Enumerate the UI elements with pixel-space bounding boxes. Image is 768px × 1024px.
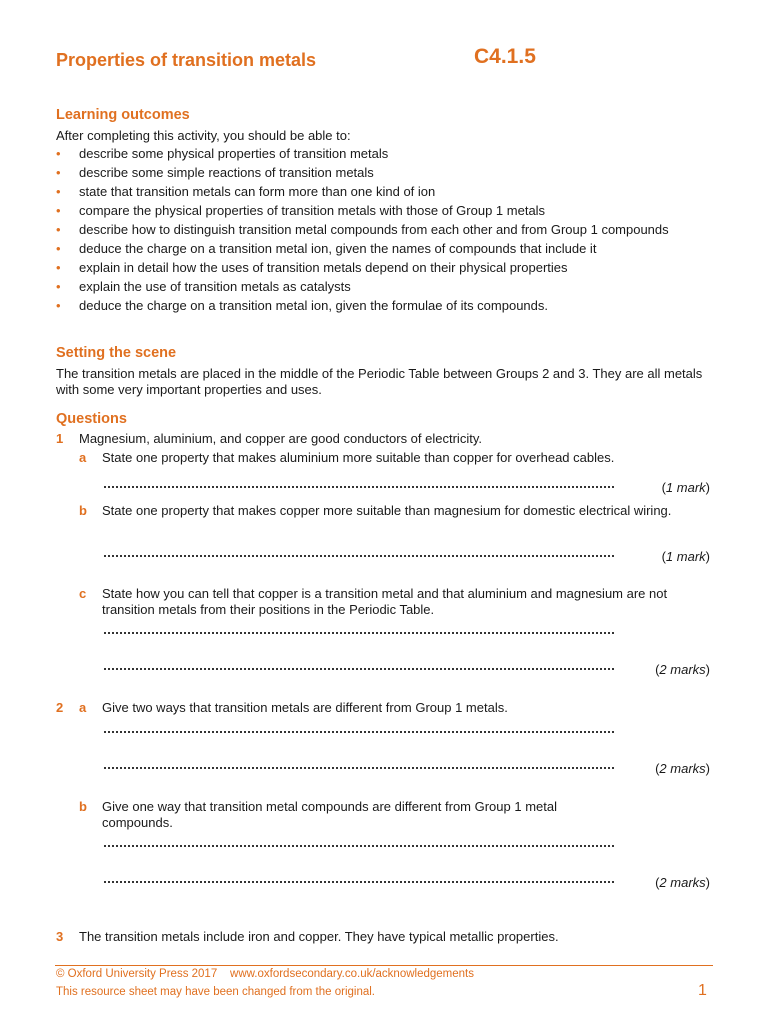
setting-scene-heading: Setting the scene <box>56 345 177 361</box>
question-number: 1 <box>56 431 64 446</box>
subquestion-label: b <box>79 799 87 814</box>
list-item <box>56 279 706 295</box>
answer-line[interactable] <box>104 486 614 488</box>
subquestion-text: State one property that makes aluminium more suitable than copper for overhead cables. <box>102 450 615 465</box>
subquestion-label: a <box>79 700 87 715</box>
answer-line[interactable] <box>104 731 614 733</box>
marks-label: (2 marks) <box>655 875 710 890</box>
bullet-icon: • <box>56 260 61 275</box>
answer-line[interactable] <box>104 767 614 769</box>
outcome-text: describe how to distinguish transition metal compounds from each other and from Group 1 compounds <box>79 222 669 237</box>
subquestion-label: c <box>79 586 87 601</box>
bullet-icon: • <box>56 279 61 294</box>
outcome-text: state that transition metals can form more than one kind of ion <box>79 184 436 199</box>
subquestion-text: State one property that makes copper more suitable than magnesium for domestic electrical wiring. <box>102 503 672 518</box>
footer-divider <box>55 965 713 966</box>
answer-line[interactable] <box>104 845 614 847</box>
acknowledgements-link[interactable]: www.oxfordsecondary.co.uk/acknowledgements <box>230 968 474 980</box>
bullet-icon: • <box>56 241 61 256</box>
outcome-text: explain in detail how the uses of transition metals depend on their physical properties <box>79 260 568 275</box>
question-text: The transition metals include iron and copper. They have typical metallic properties. <box>79 929 559 944</box>
answer-line[interactable] <box>104 881 614 883</box>
list-item <box>56 146 706 162</box>
list-item <box>56 241 706 257</box>
bullet-icon: • <box>56 203 61 218</box>
learning-outcomes-list <box>56 146 706 317</box>
marks-label: (1 mark) <box>661 480 710 495</box>
subquestion-label: b <box>79 503 87 518</box>
marks-label: (2 marks) <box>655 662 710 677</box>
bullet-icon: • <box>56 165 61 180</box>
marks-label: (2 marks) <box>655 761 710 776</box>
bullet-icon: • <box>56 184 61 199</box>
outcome-text: compare the physical properties of transition metals with those of Group 1 metals <box>79 203 546 218</box>
footer-note: This resource sheet may have been changed from the original. <box>56 986 375 998</box>
answer-line[interactable] <box>104 668 614 670</box>
question-number: 2 <box>56 700 64 715</box>
list-item <box>56 260 706 276</box>
list-item <box>56 203 706 219</box>
question-number: 3 <box>56 929 64 944</box>
list-item <box>56 222 706 238</box>
marks-label: (1 mark) <box>661 549 710 564</box>
page-title: Properties of transition metals <box>56 50 317 70</box>
subquestion-text: State how you can tell that copper is a transition metal and that aluminium and magnesium are not transition metals from their positions in the Periodic Table. <box>102 586 668 617</box>
page-number: 1 <box>698 982 707 999</box>
answer-line[interactable] <box>104 555 614 557</box>
setting-scene-text: The transition metals are placed in the middle of the Periodic Table between Groups 2 and 3. They are all metals with some very important properties and uses. <box>56 366 703 397</box>
list-item <box>56 184 706 200</box>
answer-line[interactable] <box>104 632 614 634</box>
subquestion-text: Give two ways that transition metals are different from Group 1 metals. <box>102 700 508 715</box>
activity-code: C4.1.5 <box>474 45 536 68</box>
bullet-icon: • <box>56 298 61 313</box>
learning-outcomes-heading: Learning outcomes <box>56 107 190 123</box>
subquestion-label: a <box>79 450 87 465</box>
learning-outcomes-intro: After completing this activity, you should be able to: <box>56 128 351 143</box>
footer-copyright <box>56 968 474 980</box>
bullet-icon: • <box>56 222 61 237</box>
questions-heading: Questions <box>56 411 127 427</box>
outcome-text: deduce the charge on a transition metal ion, given the formulae of its compounds. <box>79 298 549 313</box>
subquestion-text: Give one way that transition metal compounds are different from Group 1 metal compounds. <box>102 799 557 830</box>
outcome-text: describe some physical properties of transition metals <box>79 146 389 161</box>
copyright-text: © Oxford University Press 2017 <box>56 968 218 980</box>
outcome-text: describe some simple reactions of transition metals <box>79 165 374 180</box>
list-item <box>56 165 706 181</box>
question-text: Magnesium, aluminium, and copper are good conductors of electricity. <box>79 431 482 446</box>
outcome-text: explain the use of transition metals as catalysts <box>79 279 351 294</box>
list-item <box>56 298 706 314</box>
bullet-icon: • <box>56 146 61 161</box>
outcome-text: deduce the charge on a transition metal ion, given the names of compounds that include it <box>79 241 597 256</box>
